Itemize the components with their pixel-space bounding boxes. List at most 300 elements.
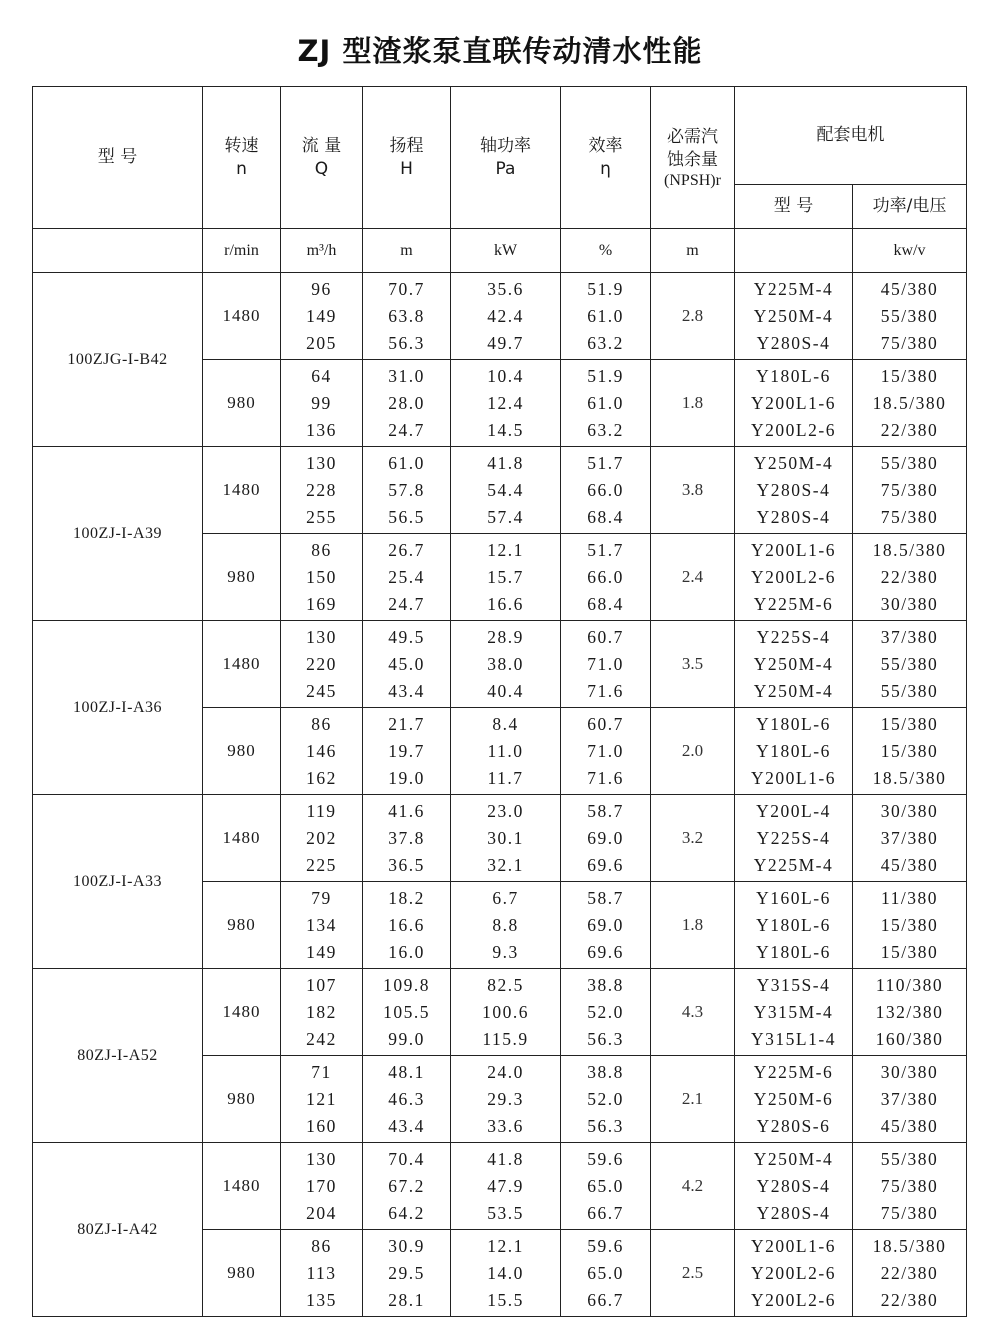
- flow-cell-value: 96: [311, 278, 332, 299]
- motor-model-cell-value: Y280S-4: [756, 1202, 831, 1223]
- motor-model-cell-value: Y280S-4: [756, 506, 831, 527]
- efficiency-cell: [561, 969, 651, 1056]
- motor-power-cell: [853, 795, 967, 882]
- flow-cell: [281, 621, 363, 708]
- motor-power-cell-value: 22/380: [880, 1262, 939, 1283]
- motor-power-cell-value: 18.5/380: [872, 539, 947, 560]
- power-cell-value: 53.5: [487, 1202, 524, 1223]
- motor-model-cell-value: Y180L-6: [756, 941, 831, 962]
- motor-model-cell: [735, 795, 853, 882]
- efficiency-cell-value: 56.3: [587, 1028, 624, 1049]
- power-cell: [451, 795, 561, 882]
- efficiency-cell-value: 58.7: [587, 887, 624, 908]
- table-row: [33, 969, 967, 1056]
- motor-power-cell-value: 37/380: [880, 827, 939, 848]
- head-cell-value: 19.0: [388, 767, 425, 788]
- flow-cell: [281, 360, 363, 447]
- unit-head: m: [363, 229, 451, 273]
- head-cell: [363, 969, 451, 1056]
- power-cell-value: 38.0: [487, 653, 524, 674]
- head-cell-value: 70.4: [388, 1148, 425, 1169]
- motor-model-cell-value: Y180L-6: [756, 914, 831, 935]
- flow-cell-value: 113: [306, 1262, 337, 1283]
- motor-model-cell-value: Y250M-4: [753, 653, 834, 674]
- header-npsh-line1: 必需汽: [667, 126, 718, 147]
- head-cell-value: 45.0: [388, 653, 425, 674]
- motor-model-cell-value: Y200L1-6: [751, 392, 836, 413]
- motor-power-cell: [853, 447, 967, 534]
- unit-npsh: m: [651, 229, 735, 273]
- motor-power-cell-value: 22/380: [880, 419, 939, 440]
- motor-power-cell: [853, 708, 967, 795]
- efficiency-cell: [561, 795, 651, 882]
- efficiency-cell-value: 69.6: [587, 941, 624, 962]
- motor-model-cell: [735, 534, 853, 621]
- motor-model-cell: [735, 1143, 853, 1230]
- head-cell: [363, 708, 451, 795]
- flow-cell-value: 134: [306, 914, 337, 935]
- efficiency-cell-value: 60.7: [587, 713, 624, 734]
- power-cell-value: 10.4: [487, 365, 524, 386]
- efficiency-cell-value: 68.4: [587, 506, 624, 527]
- header-speed-symbol: n: [236, 158, 247, 179]
- npsh-cell: 3.2: [651, 795, 735, 882]
- npsh-cell: 1.8: [651, 882, 735, 969]
- efficiency-cell: [561, 534, 651, 621]
- efficiency-cell-value: 65.0: [587, 1175, 624, 1196]
- flow-cell: [281, 273, 363, 360]
- flow-cell-value: 99: [311, 392, 332, 413]
- npsh-cell: 2.0: [651, 708, 735, 795]
- flow-cell-value: 205: [306, 332, 337, 353]
- flow-cell-value: 64: [311, 365, 332, 386]
- efficiency-cell-value: 38.8: [587, 1061, 624, 1082]
- header-speed: [203, 87, 281, 229]
- flow-cell: [281, 447, 363, 534]
- flow-cell: [281, 1143, 363, 1230]
- npsh-cell: 4.2: [651, 1143, 735, 1230]
- flow-cell-value: 119: [306, 800, 337, 821]
- power-cell: [451, 273, 561, 360]
- motor-power-cell-value: 30/380: [880, 800, 939, 821]
- flow-cell-value: 150: [306, 566, 337, 587]
- head-cell-value: 70.7: [388, 278, 425, 299]
- motor-power-cell: [853, 360, 967, 447]
- power-cell-value: 32.1: [487, 854, 524, 875]
- header-efficiency-label: 效率: [588, 135, 623, 156]
- motor-power-cell: [853, 1056, 967, 1143]
- header-power-label: 轴功率: [480, 135, 531, 156]
- motor-power-cell-value: 55/380: [880, 1148, 939, 1169]
- motor-model-cell-value: Y200L2-6: [751, 1289, 836, 1310]
- power-cell-value: 40.4: [487, 680, 524, 701]
- head-cell-value: 18.2: [388, 887, 425, 908]
- efficiency-cell-value: 69.0: [587, 914, 624, 935]
- power-cell-value: 15.5: [487, 1289, 524, 1310]
- table-row: [33, 273, 967, 360]
- header-head-label: 扬程: [389, 135, 424, 156]
- motor-power-cell-value: 15/380: [880, 941, 939, 962]
- head-cell: [363, 1056, 451, 1143]
- power-cell-value: 12.4: [487, 392, 524, 413]
- speed-cell: 1480: [203, 969, 281, 1056]
- motor-power-cell-value: 22/380: [880, 1289, 939, 1310]
- power-cell-value: 30.1: [487, 827, 524, 848]
- flow-cell-value: 136: [306, 419, 337, 440]
- flow-cell-value: 170: [306, 1175, 337, 1196]
- efficiency-cell-value: 63.2: [587, 419, 624, 440]
- flow-cell-value: 121: [306, 1088, 337, 1109]
- head-cell: [363, 1143, 451, 1230]
- flow-cell-value: 130: [306, 452, 337, 473]
- motor-model-cell-value: Y200L2-6: [751, 419, 836, 440]
- performance-table: [32, 86, 967, 1317]
- flow-cell-value: 135: [306, 1289, 337, 1310]
- flow-cell-value: 130: [306, 1148, 337, 1169]
- header-npsh-line3: (NPSH)r: [664, 171, 721, 189]
- efficiency-cell-value: 66.0: [587, 566, 624, 587]
- header-efficiency: [561, 87, 651, 229]
- power-cell-value: 41.8: [487, 452, 524, 473]
- table-row: [33, 621, 967, 708]
- speed-cell: 1480: [203, 273, 281, 360]
- flow-cell-value: 204: [306, 1202, 337, 1223]
- pump-model-cell: 80ZJ-I-A52: [33, 969, 203, 1143]
- table-row: [33, 1143, 967, 1230]
- head-cell: [363, 273, 451, 360]
- npsh-cell: 2.4: [651, 534, 735, 621]
- power-cell-value: 47.9: [487, 1175, 524, 1196]
- pump-model-cell: 100ZJ-I-A33: [33, 795, 203, 969]
- head-cell-value: 99.0: [388, 1028, 425, 1049]
- power-cell-value: 11.7: [487, 767, 524, 788]
- motor-power-cell-value: 75/380: [880, 1175, 939, 1196]
- motor-power-cell-value: 55/380: [880, 653, 939, 674]
- motor-power-cell: [853, 1230, 967, 1317]
- efficiency-cell-value: 71.0: [587, 653, 624, 674]
- power-cell-value: 6.7: [492, 887, 519, 908]
- head-cell: [363, 447, 451, 534]
- npsh-cell: 1.8: [651, 360, 735, 447]
- power-cell: [451, 360, 561, 447]
- flow-cell-value: 162: [306, 767, 337, 788]
- header-head-symbol: H: [400, 158, 413, 179]
- head-cell: [363, 621, 451, 708]
- power-cell-value: 23.0: [487, 800, 524, 821]
- flow-cell-value: 202: [306, 827, 337, 848]
- efficiency-cell: [561, 273, 651, 360]
- power-cell-value: 54.4: [487, 479, 524, 500]
- speed-cell: 980: [203, 1056, 281, 1143]
- unit-motor-power: kw/v: [853, 229, 967, 273]
- flow-cell: [281, 534, 363, 621]
- head-cell-value: 30.9: [388, 1235, 425, 1256]
- power-cell-value: 11.0: [487, 740, 524, 761]
- motor-power-cell-value: 30/380: [880, 593, 939, 614]
- efficiency-cell-value: 65.0: [587, 1262, 624, 1283]
- header-motor-power: 功率/电压: [853, 185, 967, 229]
- head-cell-value: 56.5: [388, 506, 425, 527]
- flow-cell: [281, 1230, 363, 1317]
- power-cell: [451, 621, 561, 708]
- motor-model-cell-value: Y315M-4: [753, 1001, 834, 1022]
- efficiency-cell-value: 68.4: [587, 593, 624, 614]
- speed-cell: 1480: [203, 795, 281, 882]
- header-head: [363, 87, 451, 229]
- efficiency-cell: [561, 882, 651, 969]
- power-cell-value: 33.6: [487, 1115, 524, 1136]
- motor-model-cell-value: Y280S-6: [756, 1115, 831, 1136]
- motor-model-cell-value: Y200L-4: [756, 800, 831, 821]
- efficiency-cell-value: 66.0: [587, 479, 624, 500]
- unit-efficiency: %: [561, 229, 651, 273]
- flow-cell-value: 86: [311, 713, 332, 734]
- npsh-cell: 4.3: [651, 969, 735, 1056]
- motor-model-cell-value: Y280S-4: [756, 1175, 831, 1196]
- motor-power-cell-value: 45/380: [880, 278, 939, 299]
- motor-model-cell-value: Y250M-4: [753, 305, 834, 326]
- motor-model-cell-value: Y200L1-6: [751, 767, 836, 788]
- efficiency-cell-value: 52.0: [587, 1088, 624, 1109]
- motor-power-cell-value: 45/380: [880, 1115, 939, 1136]
- motor-power-cell-value: 75/380: [880, 1202, 939, 1223]
- head-cell: [363, 882, 451, 969]
- pump-model-cell: 100ZJ-I-A39: [33, 447, 203, 621]
- efficiency-cell: [561, 708, 651, 795]
- efficiency-cell: [561, 447, 651, 534]
- header-model: 型 号: [33, 87, 203, 229]
- page-title: ZJ 型渣浆泵直联传动清水性能: [297, 34, 703, 68]
- flow-cell: [281, 708, 363, 795]
- motor-power-cell-value: 132/380: [875, 1001, 944, 1022]
- flow-cell-value: 149: [306, 305, 337, 326]
- head-cell-value: 105.5: [383, 1001, 430, 1022]
- flow-cell: [281, 882, 363, 969]
- efficiency-cell-value: 63.2: [587, 332, 624, 353]
- head-cell-value: 26.7: [388, 539, 425, 560]
- power-cell-value: 28.9: [487, 626, 524, 647]
- efficiency-cell-value: 71.0: [587, 740, 624, 761]
- speed-cell: 1480: [203, 1143, 281, 1230]
- head-cell-value: 29.5: [388, 1262, 425, 1283]
- head-cell-value: 16.6: [388, 914, 425, 935]
- flow-cell-value: 228: [306, 479, 337, 500]
- head-cell-value: 25.4: [388, 566, 425, 587]
- flow-cell-value: 86: [311, 1235, 332, 1256]
- power-cell: [451, 1143, 561, 1230]
- motor-model-cell-value: Y160L-6: [756, 887, 831, 908]
- header-speed-label: 转速: [224, 135, 259, 156]
- motor-model-cell-value: Y250M-4: [753, 680, 834, 701]
- efficiency-cell-value: 61.0: [587, 392, 624, 413]
- motor-model-cell: [735, 447, 853, 534]
- header-flow-label: 流 量: [301, 135, 342, 156]
- power-cell: [451, 969, 561, 1056]
- head-cell-value: 19.7: [388, 740, 425, 761]
- power-cell: [451, 534, 561, 621]
- power-cell: [451, 1056, 561, 1143]
- head-cell: [363, 1230, 451, 1317]
- speed-cell: 980: [203, 1230, 281, 1317]
- head-cell-value: 46.3: [388, 1088, 425, 1109]
- npsh-cell: 3.5: [651, 621, 735, 708]
- header-motor-model: 型 号: [735, 185, 853, 229]
- head-cell-value: 36.5: [388, 854, 425, 875]
- motor-power-cell-value: 11/380: [881, 887, 938, 908]
- power-cell-value: 35.6: [487, 278, 524, 299]
- motor-model-cell: [735, 882, 853, 969]
- flow-cell-value: 107: [306, 974, 337, 995]
- efficiency-cell: [561, 1056, 651, 1143]
- motor-power-cell-value: 55/380: [880, 452, 939, 473]
- efficiency-cell-value: 71.6: [587, 767, 624, 788]
- efficiency-cell-value: 71.6: [587, 680, 624, 701]
- motor-power-cell-value: 15/380: [880, 740, 939, 761]
- efficiency-cell-value: 59.6: [587, 1235, 624, 1256]
- flow-cell-value: 225: [306, 854, 337, 875]
- power-cell-value: 24.0: [487, 1061, 524, 1082]
- power-cell-value: 29.3: [487, 1088, 524, 1109]
- motor-model-cell: [735, 708, 853, 795]
- motor-power-cell: [853, 273, 967, 360]
- power-cell: [451, 708, 561, 795]
- unit-speed: r/min: [203, 229, 281, 273]
- flow-cell-value: 149: [306, 941, 337, 962]
- motor-power-cell-value: 18.5/380: [872, 1235, 947, 1256]
- head-cell-value: 63.8: [388, 305, 425, 326]
- head-cell-value: 31.0: [388, 365, 425, 386]
- flow-cell-value: 169: [306, 593, 337, 614]
- motor-power-cell-value: 15/380: [880, 713, 939, 734]
- head-cell-value: 43.4: [388, 680, 425, 701]
- npsh-cell: 2.5: [651, 1230, 735, 1317]
- head-cell-value: 41.6: [388, 800, 425, 821]
- head-cell: [363, 360, 451, 447]
- speed-cell: 980: [203, 708, 281, 795]
- flow-cell-value: 255: [306, 506, 337, 527]
- head-cell-value: 61.0: [388, 452, 425, 473]
- flow-cell-value: 86: [311, 539, 332, 560]
- power-cell-value: 14.5: [487, 419, 524, 440]
- motor-power-cell-value: 160/380: [875, 1028, 944, 1049]
- motor-power-cell: [853, 621, 967, 708]
- head-cell-value: 57.8: [388, 479, 425, 500]
- motor-power-cell-value: 37/380: [880, 626, 939, 647]
- power-cell-value: 82.5: [487, 974, 524, 995]
- head-cell-value: 48.1: [388, 1061, 425, 1082]
- speed-cell: 980: [203, 534, 281, 621]
- power-cell-value: 8.4: [492, 713, 519, 734]
- motor-power-cell-value: 15/380: [880, 914, 939, 935]
- motor-model-cell: [735, 969, 853, 1056]
- flow-cell-value: 160: [306, 1115, 337, 1136]
- flow-cell-value: 146: [306, 740, 337, 761]
- motor-model-cell-value: Y180L-6: [756, 740, 831, 761]
- motor-power-cell-value: 15/380: [880, 365, 939, 386]
- motor-power-cell-value: 18.5/380: [872, 392, 947, 413]
- motor-model-cell-value: Y250M-4: [753, 1148, 834, 1169]
- head-cell-value: 64.2: [388, 1202, 425, 1223]
- speed-cell: 1480: [203, 621, 281, 708]
- motor-model-cell-value: Y225M-4: [753, 278, 834, 299]
- motor-power-cell: [853, 969, 967, 1056]
- header-npsh-line2: 蚀余量: [667, 149, 718, 170]
- motor-power-cell-value: 75/380: [880, 479, 939, 500]
- motor-model-cell-value: Y280S-4: [756, 479, 831, 500]
- power-cell: [451, 882, 561, 969]
- motor-power-cell-value: 37/380: [880, 1088, 939, 1109]
- unit-model-empty: [33, 229, 203, 273]
- motor-model-cell-value: Y180L-6: [756, 713, 831, 734]
- efficiency-cell-value: 56.3: [587, 1115, 624, 1136]
- efficiency-cell: [561, 1230, 651, 1317]
- units-row: [33, 229, 967, 273]
- flow-cell: [281, 1056, 363, 1143]
- head-cell-value: 21.7: [388, 713, 425, 734]
- power-cell-value: 49.7: [487, 332, 524, 353]
- efficiency-cell: [561, 621, 651, 708]
- motor-power-cell-value: 30/380: [880, 1061, 939, 1082]
- efficiency-cell: [561, 360, 651, 447]
- pump-model-cell: 100ZJ-I-A36: [33, 621, 203, 795]
- flow-cell-value: 182: [306, 1001, 337, 1022]
- header-flow: [281, 87, 363, 229]
- motor-power-cell: [853, 1143, 967, 1230]
- head-cell-value: 37.8: [388, 827, 425, 848]
- flow-cell-value: 79: [311, 887, 332, 908]
- npsh-cell: 2.8: [651, 273, 735, 360]
- power-cell-value: 12.1: [487, 1235, 524, 1256]
- efficiency-cell-value: 61.0: [587, 305, 624, 326]
- motor-power-cell-value: 110/380: [875, 974, 944, 995]
- motor-power-cell-value: 75/380: [880, 506, 939, 527]
- npsh-cell: 3.8: [651, 447, 735, 534]
- speed-cell: 980: [203, 882, 281, 969]
- speed-cell: 980: [203, 360, 281, 447]
- power-cell-value: 15.7: [487, 566, 524, 587]
- motor-model-cell-value: Y315S-4: [756, 974, 831, 995]
- motor-model-cell-value: Y280S-4: [756, 332, 831, 353]
- efficiency-cell-value: 58.7: [587, 800, 624, 821]
- motor-power-cell-value: 22/380: [880, 566, 939, 587]
- flow-cell: [281, 969, 363, 1056]
- head-cell-value: 24.7: [388, 419, 425, 440]
- efficiency-cell-value: 60.7: [587, 626, 624, 647]
- header-power: [451, 87, 561, 229]
- power-cell-value: 16.6: [487, 593, 524, 614]
- power-cell-value: 41.8: [487, 1148, 524, 1169]
- head-cell: [363, 795, 451, 882]
- header-power-symbol: Pa: [495, 158, 516, 179]
- motor-model-cell: [735, 1230, 853, 1317]
- table-row: [33, 795, 967, 882]
- motor-power-cell: [853, 882, 967, 969]
- pump-model-cell: 100ZJG-I-B42: [33, 273, 203, 447]
- motor-model-cell-value: Y225M-6: [753, 1061, 834, 1082]
- pump-model-cell: 80ZJ-I-A42: [33, 1143, 203, 1317]
- header-flow-symbol: Q: [314, 158, 329, 179]
- motor-power-cell: [853, 534, 967, 621]
- efficiency-cell-value: 66.7: [587, 1202, 624, 1223]
- head-cell-value: 16.0: [388, 941, 425, 962]
- unit-motor-model-empty: [735, 229, 853, 273]
- unit-flow: m³/h: [281, 229, 363, 273]
- motor-model-cell-value: Y225M-4: [753, 854, 834, 875]
- power-cell-value: 12.1: [487, 539, 524, 560]
- motor-model-cell: [735, 273, 853, 360]
- header-row: [33, 87, 967, 185]
- head-cell-value: 43.4: [388, 1115, 425, 1136]
